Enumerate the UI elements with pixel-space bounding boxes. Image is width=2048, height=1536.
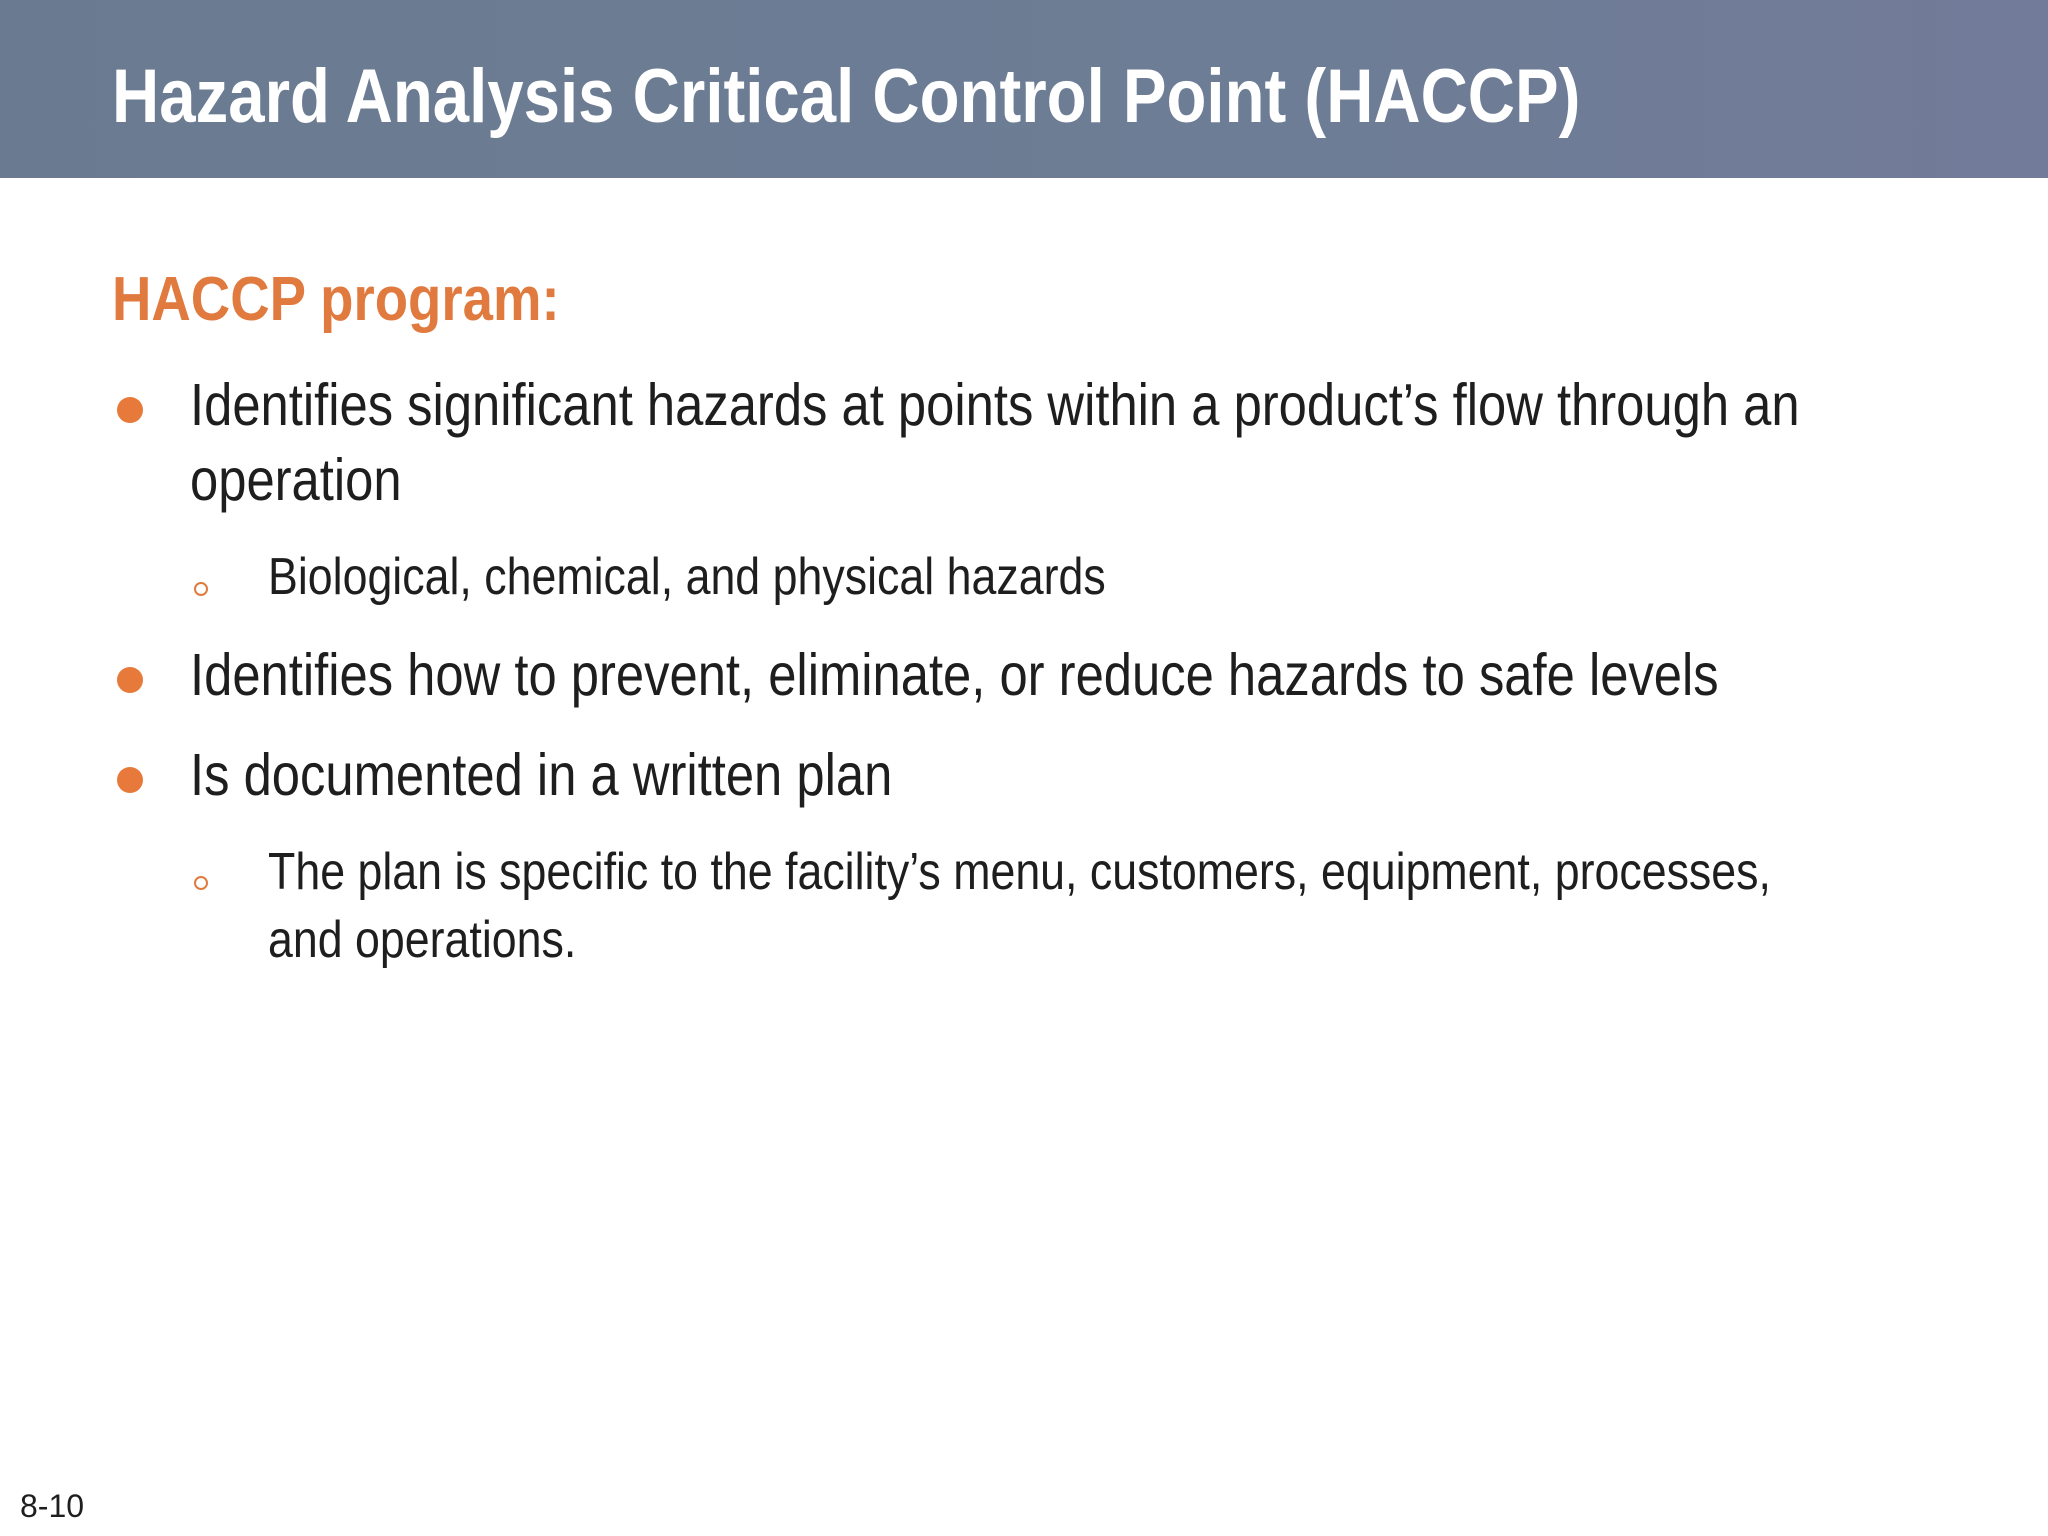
slide-title: Hazard Analysis Critical Control Point (HACCP) <box>112 54 1581 139</box>
sub-bullet-text: The plan is specific to the facility’s menu, customers, equipment, processes, <box>268 843 1771 901</box>
sub-bullet-text: and operations. <box>268 911 577 969</box>
bullet-text: Identifies significant hazards at points within a product’s flow through an <box>190 372 1800 438</box>
bullet-text: Identifies how to prevent, eliminate, or reduce hazards to safe levels <box>190 642 1719 708</box>
bullet-text: Is documented in a written plan <box>190 742 893 808</box>
bullet-icon <box>117 397 143 423</box>
section-heading: HACCP program: <box>112 265 560 334</box>
sub-bullet-icon <box>194 876 208 890</box>
bullet-icon <box>117 667 143 693</box>
bullet-icon <box>117 767 143 793</box>
sub-bullet-text: Biological, chemical, and physical hazards <box>268 548 1106 606</box>
page-number: 8-10 <box>20 1488 85 1524</box>
sub-bullet-icon <box>194 582 208 596</box>
bullet-text: operation <box>190 447 402 513</box>
